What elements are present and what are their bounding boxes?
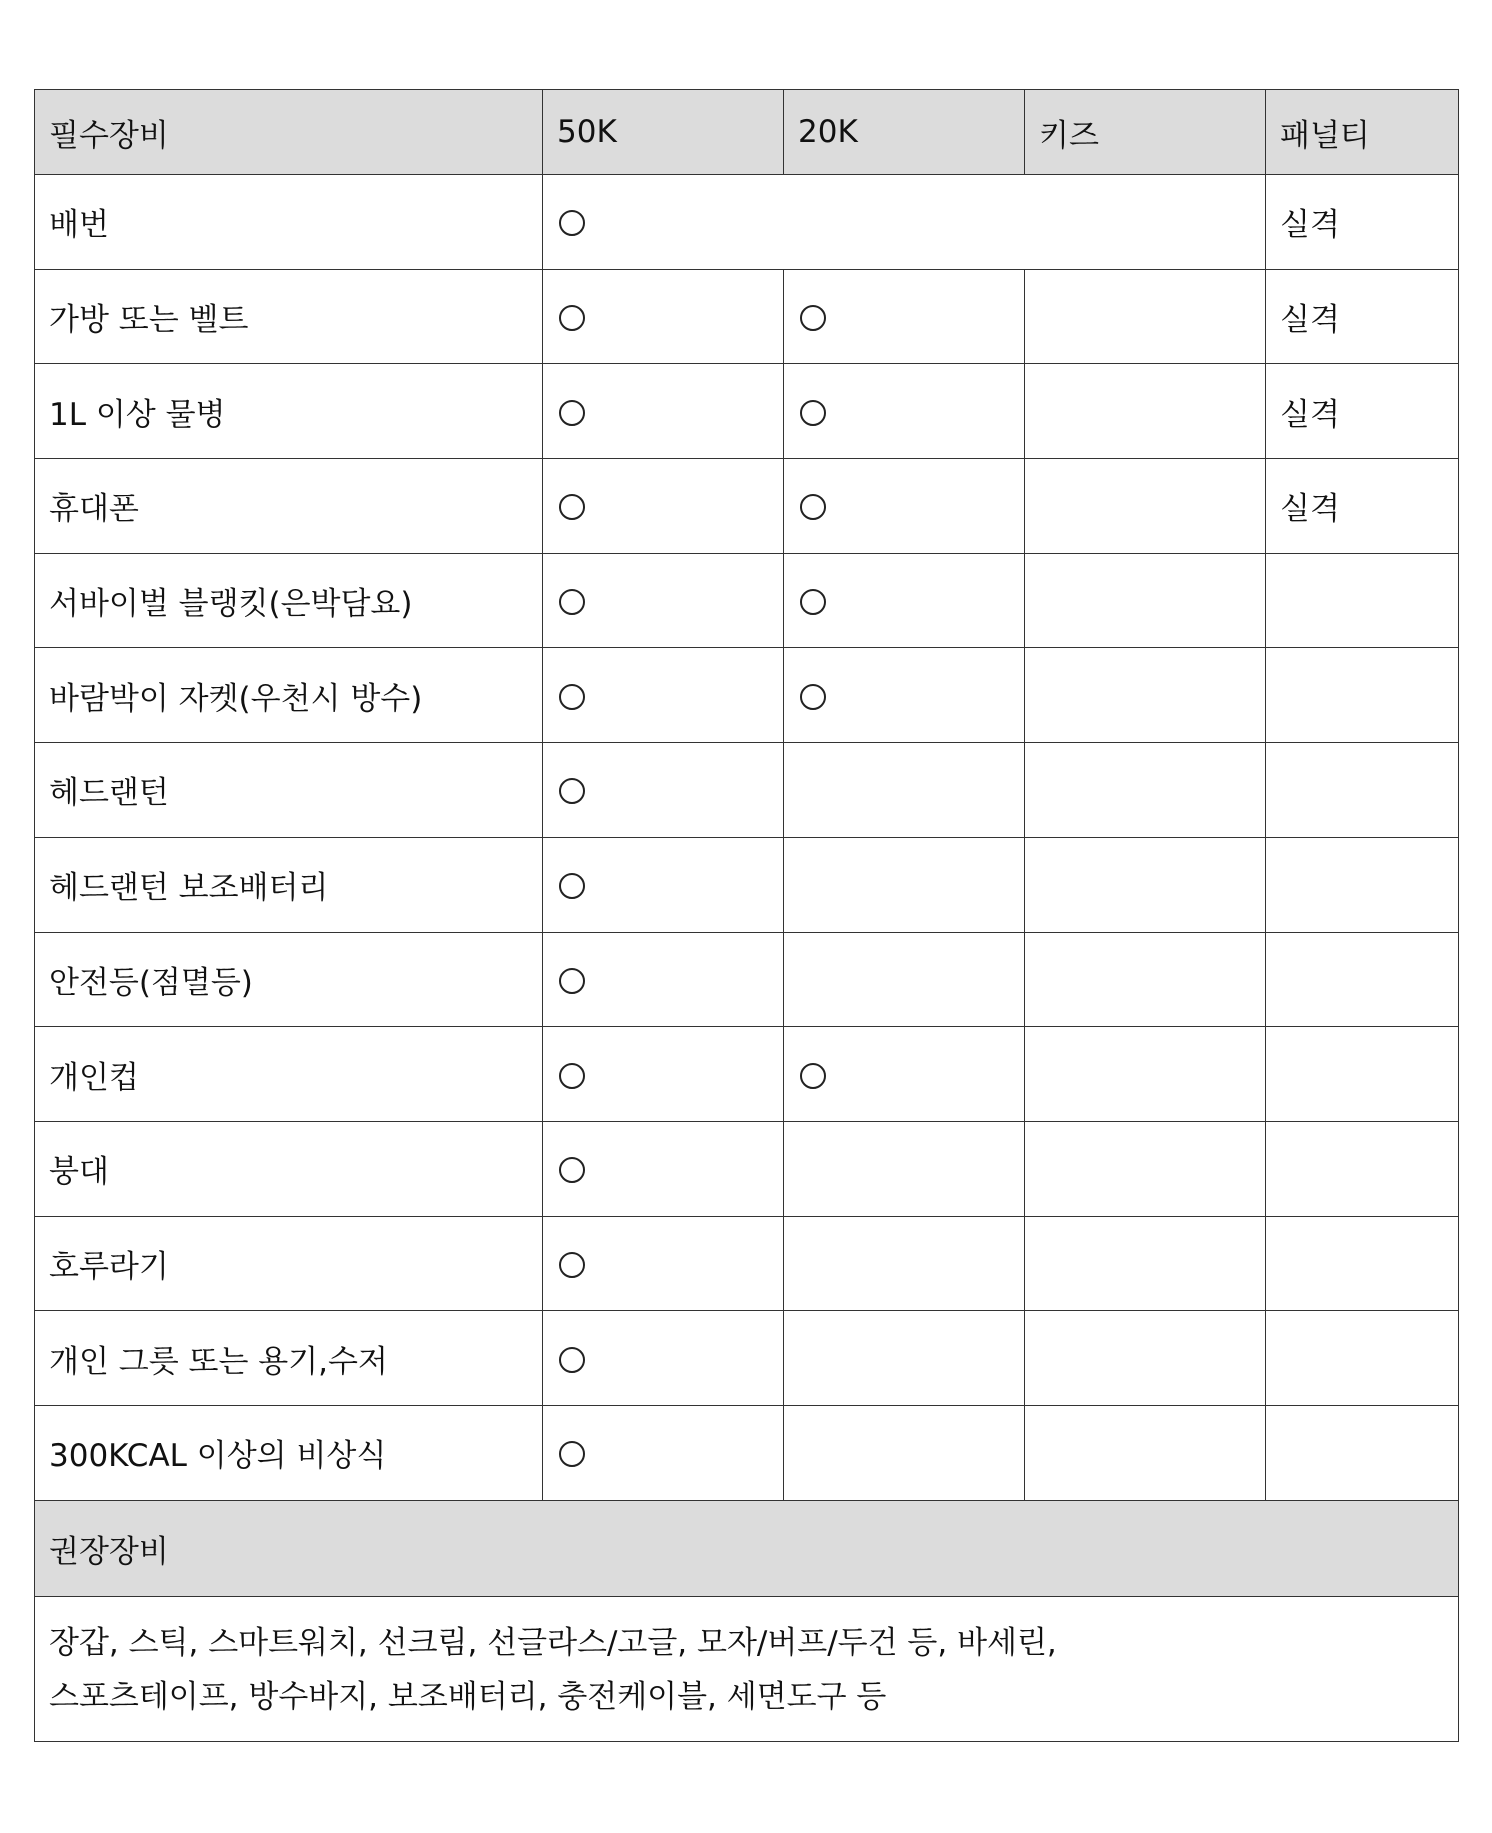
item-name: 서바이벌 블랭킷(은박담요) [35, 553, 543, 648]
cell-20k [784, 459, 1025, 554]
cell-kids [1025, 269, 1266, 364]
cell-50k [543, 1027, 784, 1122]
circle-mark-icon [559, 1441, 585, 1467]
item-name: 1L 이상 물병 [35, 364, 543, 459]
recommended-list [35, 1596, 1459, 1741]
penalty-value: 실격 [1266, 459, 1459, 554]
cell-kids [1025, 553, 1266, 648]
cell-kids [1025, 932, 1266, 1027]
penalty-value [1266, 932, 1459, 1027]
cell-20k [784, 837, 1025, 932]
cell-50k [543, 743, 784, 838]
cell-20k [784, 1121, 1025, 1216]
cell-kids [1025, 1216, 1266, 1311]
header-kids: 키즈 [1025, 90, 1266, 175]
penalty-value [1266, 553, 1459, 648]
circle-mark-icon [559, 305, 585, 331]
cell-20k [784, 1311, 1025, 1406]
header-20k: 20K [784, 90, 1025, 175]
penalty-value: 실격 [1266, 175, 1459, 270]
circle-mark-icon [800, 400, 826, 426]
table-row [35, 1121, 1459, 1216]
recommended-line-1: 장갑, 스틱, 스마트워치, 선크림, 선글라스/고글, 모자/버프/두건 등, 바세린, [49, 1624, 1057, 1661]
penalty-value [1266, 1311, 1459, 1406]
cell-50k [543, 1216, 784, 1311]
item-name: 헤드랜턴 [35, 743, 543, 838]
circle-mark-icon [559, 1063, 585, 1089]
cell-50k [543, 1405, 784, 1500]
cell-20k [784, 553, 1025, 648]
table-row [35, 1027, 1459, 1122]
circle-mark-icon [559, 778, 585, 804]
cell-kids [1025, 1027, 1266, 1122]
cell-20k [784, 1216, 1025, 1311]
required-gear-table [34, 89, 1459, 1742]
cell-50k [543, 1121, 784, 1216]
recommended-title: 권장장비 [35, 1500, 1459, 1596]
table-row [35, 932, 1459, 1027]
table-row [35, 837, 1459, 932]
item-name: 배번 [35, 175, 543, 270]
item-name: 개인 그릇 또는 용기,수저 [35, 1311, 543, 1406]
cell-kids [1025, 837, 1266, 932]
item-name: 300KCAL 이상의 비상식 [35, 1405, 543, 1500]
circle-mark-icon [559, 400, 585, 426]
circle-mark-icon [800, 684, 826, 710]
item-name: 개인컵 [35, 1027, 543, 1122]
cell-50k [543, 648, 784, 743]
item-name: 안전등(점멸등) [35, 932, 543, 1027]
circle-mark-icon [559, 1252, 585, 1278]
table-row [35, 1311, 1459, 1406]
penalty-value: 실격 [1266, 364, 1459, 459]
item-name: 휴대폰 [35, 459, 543, 554]
table-row [35, 1216, 1459, 1311]
item-name: 바람박이 자켓(우천시 방수) [35, 648, 543, 743]
cell-50k [543, 1311, 784, 1406]
table-row [35, 648, 1459, 743]
header-50k: 50K [543, 90, 784, 175]
circle-mark-icon [800, 305, 826, 331]
cell-20k [784, 1405, 1025, 1500]
circle-mark-icon [559, 684, 585, 710]
cell-all-courses [543, 175, 1266, 270]
cell-20k [784, 648, 1025, 743]
cell-20k [784, 1027, 1025, 1122]
cell-50k [543, 553, 784, 648]
circle-mark-icon [559, 873, 585, 899]
cell-20k [784, 364, 1025, 459]
cell-20k [784, 743, 1025, 838]
cell-kids [1025, 743, 1266, 838]
recommended-header-row [35, 1500, 1459, 1596]
circle-mark-icon [559, 968, 585, 994]
penalty-value [1266, 1027, 1459, 1122]
circle-mark-icon [800, 589, 826, 615]
cell-kids [1025, 1405, 1266, 1500]
cell-50k [543, 932, 784, 1027]
cell-kids [1025, 364, 1266, 459]
cell-kids [1025, 1121, 1266, 1216]
penalty-value [1266, 648, 1459, 743]
circle-mark-icon [559, 1157, 585, 1183]
penalty-value [1266, 1405, 1459, 1500]
recommended-line-2: 스포츠테이프, 방수바지, 보조배터리, 충전케이블, 세면도구 등 [49, 1678, 887, 1715]
circle-mark-icon [559, 494, 585, 520]
circle-mark-icon [800, 1063, 826, 1089]
cell-20k [784, 932, 1025, 1027]
recommended-body-row [35, 1596, 1459, 1741]
gear-table-body [35, 90, 1459, 1742]
cell-50k [543, 364, 784, 459]
table-row [35, 364, 1459, 459]
header-item: 필수장비 [35, 90, 543, 175]
cell-kids [1025, 1311, 1266, 1406]
penalty-value [1266, 1216, 1459, 1311]
cell-kids [1025, 459, 1266, 554]
cell-kids [1025, 648, 1266, 743]
circle-mark-icon [559, 1347, 585, 1373]
table-row [35, 743, 1459, 838]
cell-50k [543, 269, 784, 364]
penalty-value: 실격 [1266, 269, 1459, 364]
item-name: 가방 또는 벨트 [35, 269, 543, 364]
penalty-value [1266, 837, 1459, 932]
cell-20k [784, 269, 1025, 364]
item-name: 헤드랜턴 보조배터리 [35, 837, 543, 932]
header-row [35, 90, 1459, 175]
penalty-value [1266, 743, 1459, 838]
item-name: 호루라기 [35, 1216, 543, 1311]
table-row [35, 175, 1459, 270]
table-row [35, 269, 1459, 364]
circle-mark-icon [800, 494, 826, 520]
circle-mark-icon [559, 210, 585, 236]
header-penalty: 패널티 [1266, 90, 1459, 175]
table-row [35, 1405, 1459, 1500]
item-name: 붕대 [35, 1121, 543, 1216]
cell-50k [543, 837, 784, 932]
cell-50k [543, 459, 784, 554]
penalty-value [1266, 1121, 1459, 1216]
table-row [35, 553, 1459, 648]
table-row [35, 459, 1459, 554]
circle-mark-icon [559, 589, 585, 615]
